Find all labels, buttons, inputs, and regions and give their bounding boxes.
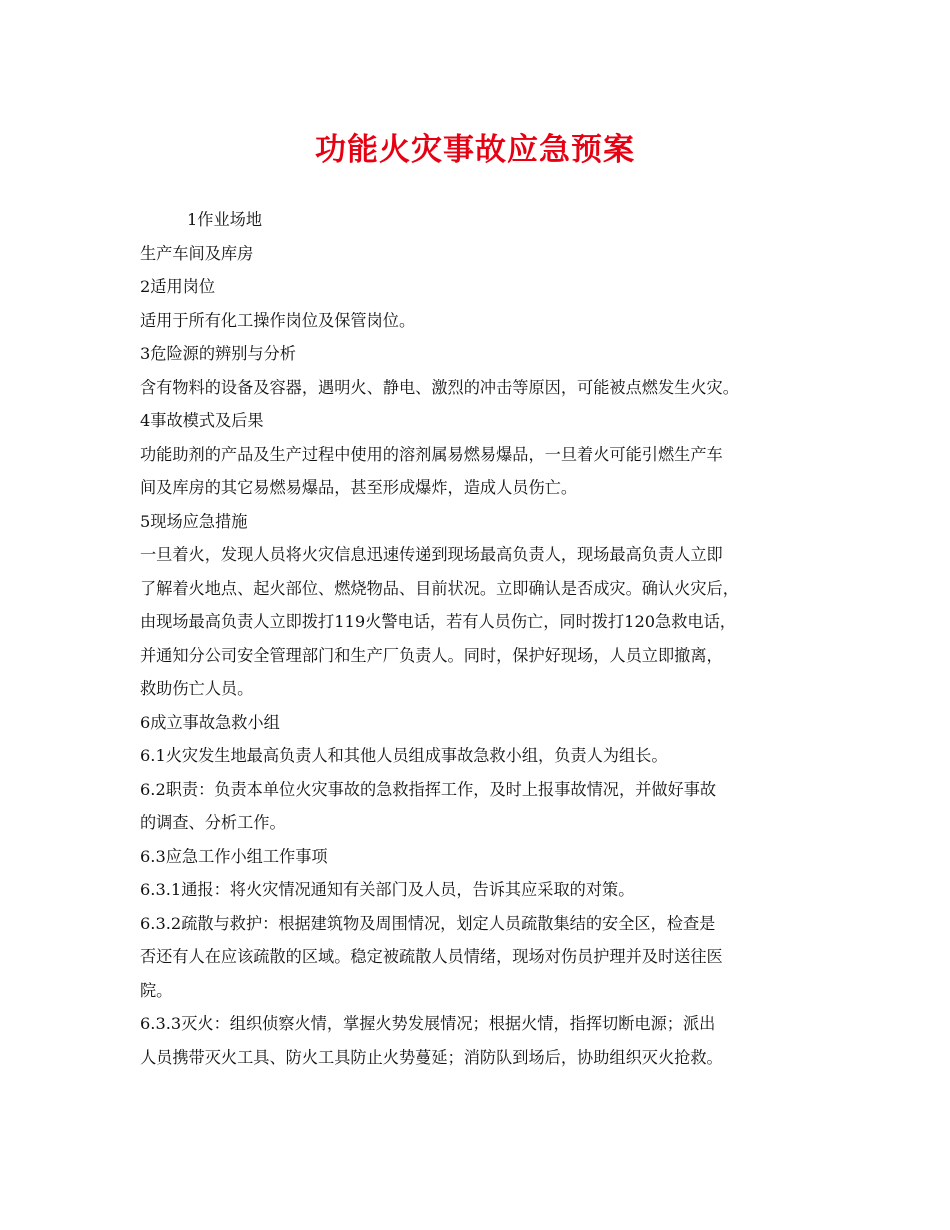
paragraph-line: 适用于所有化工操作岗位及保管岗位。 (140, 310, 416, 330)
document-body (140, 203, 820, 1074)
section-heading: 6成立事故急救小组 (140, 712, 280, 732)
section-heading: 5现场应急措施 (140, 511, 248, 531)
section-heading: 2适用岗位 (140, 277, 216, 296)
paragraph-line: 否还有人在应该疏散的区域。稳定被疏散人员情绪，现场对伤员护理并及时送往医 (140, 947, 723, 966)
paragraph-line: 6.2职责：负责本单位火灾事故的急救指挥工作，及时上报事故情况，并做好事故 (140, 779, 717, 799)
paragraph-line: 6.3.1通报：将火灾情况通知有关部门及人员，告诉其应采取的对策。 (140, 880, 635, 899)
paragraph-line: 功能助剂的产品及生产过程中使用的溶剂属易燃易爆品，一旦着火可能引燃生产车 (140, 444, 723, 464)
paragraph-line: 6.1火灾发生地最高负责人和其他人员组成事故急救小组，负责人为组长。 (140, 746, 668, 765)
paragraph-line: 生产车间及库房 (140, 243, 254, 263)
paragraph-line: 由现场最高负责人立即拨打119火警电话，若有人员伤亡，同时拨打120急救电话， (140, 612, 736, 631)
paragraph-line: 一旦着火，发现人员将火灾信息迅速传递到现场最高负责人，现场最高负责人立即 (140, 545, 723, 564)
paragraph-line: 并通知分公司安全管理部门和生产厂负责人。同时，保护好现场，人员立即撤离， (140, 645, 723, 665)
paragraph-line: 救助伤亡人员。 (140, 679, 254, 698)
section-heading: 3危险源的辨别与分析 (140, 344, 296, 363)
paragraph-line: 含有物料的设备及容器，遇明火、静电、激烈的冲击等原因，可能被点燃发生火灾。 (140, 377, 739, 397)
paragraph-line: 间及库房的其它易燃易爆品，甚至形成爆炸，造成人员伤亡。 (140, 478, 578, 497)
paragraph-line: 人员携带灭火工具、防火工具防止火势蔓延；消防队到场后，协助组织灭火抢救。 (140, 1047, 723, 1067)
paragraph-line: 6.3.3灭火：组织侦察火情，掌握火势发展情况；根据火情，指挥切断电源；派出 (140, 1014, 716, 1033)
section-heading: 4事故模式及后果 (140, 411, 264, 430)
paragraph-line: 院。 (140, 980, 173, 1000)
paragraph-line: 6.3.2疏散与救护：根据建筑物及周围情况，划定人员疏散集结的安全区，检查是 (140, 913, 716, 933)
paragraph-line: 1作业场地 (187, 210, 263, 229)
paragraph-line: 了解着火地点、起火部位、燃烧物品、目前状况。立即确认是否成灾。确认火灾后， (140, 578, 739, 598)
paragraph-line: 的调查、分析工作。 (140, 813, 286, 832)
section-heading: 6.3应急工作小组工作事项 (140, 846, 328, 866)
document-title: 功能火灾事故应急预案 (315, 132, 635, 168)
